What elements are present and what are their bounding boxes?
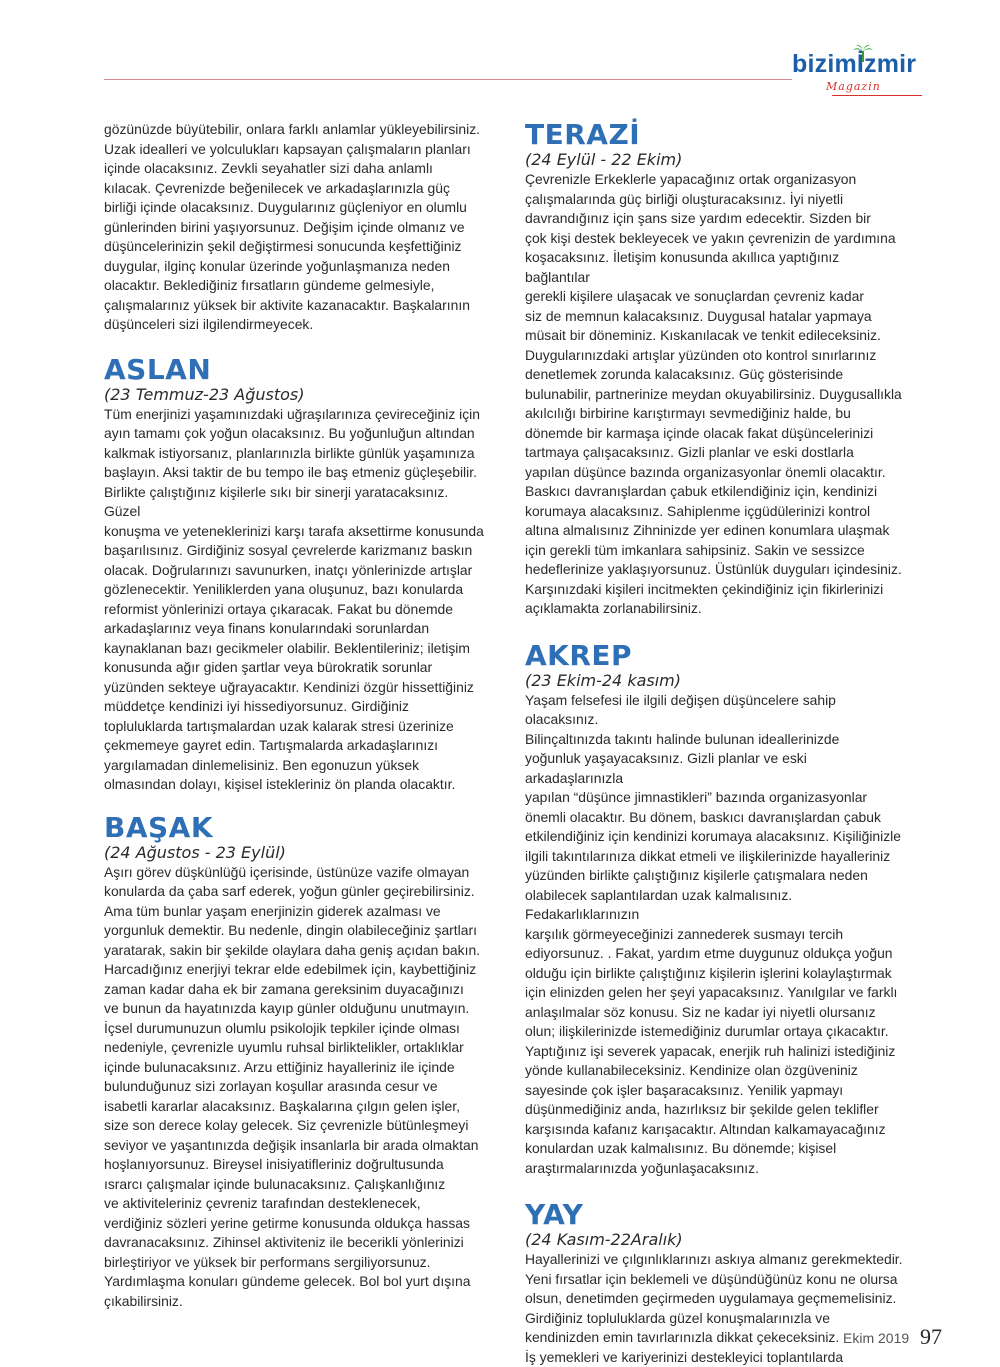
- sign-text-aslan: Tüm enerjinizi yaşamınızdaki uğraşılarınıza çevireceğiniz için ayın tamamı çok yoğun olacaksınız. Bu yoğunluğun altından kalkmak istiyorsanız, planlarınızla birlikte günlük yaşamınıza başlayın. Aksi taktir de bu tempo ile baş etmeniz güçleşebilir. Birlikte çalıştığınız kişilerle sıkı bir sinerji yaratacaksınız. Güzel konuşma ve yeteneklerinizi karşı tarafa aksettirme konusunda başarılısınız. Girdiğiniz sosyal çevrelerde karizmanız baskın olacak. Doğrularınızı savunurken, inatçı yönlerinizde artışlar gözlenecektir. Yeniliklerden yana oluşunuz, bazı konularda reformist yönlerinizi ortaya çıkaracak. Fakat bu dönemde arkadaşlarınız veya finans konularındaki sorunlardan kaynaklanan bazı gecikmeler olabilir. Beklentileriniz; iletişim konusunda ağır giden şartlar veya bürokratik sorunlar yüzünden sekteye uğrayacaktır. Kendinizi özgür hissettiğiniz müddetçe kendinizi iyi hissediyorsunuz. Girdiğiniz topluluklarda tartışmalardan uzak kalarak stresi üzerinize çekmemeye gayret edin. Tartışmalarda arkadaşlarınızı yargılamadan dinlemelisiniz. Ben egonuzun yüksek olmasından dolayı, kişisel istekleriniz ön planda olacaktır.: [104, 405, 484, 792]
- logo-underline: [832, 95, 922, 96]
- sign-title-basak: BAŞAK: [104, 810, 214, 844]
- logo-subtitle: Magazin: [826, 80, 881, 93]
- logo-text: bizimİzmir: [792, 50, 917, 78]
- page-number: 97: [920, 1324, 942, 1349]
- right-column: [525, 118, 910, 1367]
- sign-title-aslan: ASLAN: [104, 352, 212, 386]
- left-column: [104, 120, 486, 1311]
- sign-dates-basak: (24 Ağustos - 23 Eylül): [104, 842, 286, 862]
- sign-dates-aslan: (23 Temmuz-23 Ağustos): [104, 384, 305, 404]
- palm-icon: [852, 44, 874, 62]
- intro-text: gözünüzde büyütebilir, onlara farklı anlamlar yükleyebilirsiniz. Uzak idealleri ve yolculukları kapsayan çalışmaların planları içinde olacaksınız. Zevkli seyahatler sizi daha anlamlı kılacak. Çevrenizde beğenilecek ve arkadaşlarınızla güç birliği içinde olacaksınız. Duygularınız güçleniyor en olumlu günlerinden birini yaşıyorsunuz. Değişim içinde olmanız ve düşüncelerinizin şekil değiştirmesi sonucunda keşfettiğiniz duygular, ilginç konular üzerinde yoğunlaşmanıza neden olacaktır. Beklediğiniz fırsatların gündeme gelmesiyle, çalışmalarınız yüksek bir aktivite kazanacaktır. Başkalarının düşünceleri sizi ilgilendirmeyecek.: [104, 121, 481, 332]
- footer-month: Ekim 2019: [843, 1330, 910, 1346]
- bizimizmir-logo: [792, 50, 932, 100]
- sign-text-akrep: Yaşam felsefesi ile ilgili değişen düşüncelere sahip olacaksınız. Bilinçaltınızda takıntı halinde bulunan ideallerinizde yoğunluk yaşayacaksınız. Gizli planlar ve eski arkadaşlarınızla yapılan “düşünce jimnastikleri” bazında organizasyonlar önemli olacaktır. Bu dönem, baskıcı davranışlardan çabuk etkilendiğiniz için kendinizi korumaya alacaksınız. Kişiliğinizle ilgili takıntılarınıza dikkat etmeli ve ilişkilerinizde hayalleriniz yüzünden birlikte çalıştığınız kişilerle çatışmalara neden olabilecek saplantılardan uzak kalmalısınız. Fedakarlıklarınızın karşılık görmeyeceğinizi zannederek susmayı tercih ediyorsunuz. . Fakat, yardım etme duygunuz oldukça yoğun olduğu için birlikte çalıştığınız kişilerin işlerini kolaylaştırmak için elinizden gelen her şeyi yapacaksınız. Yanılgılar ve farklı anlaşılmalar söz konusu. Siz ne kadar iyi niyetli olursanız olun; ilişkilerinizde istemediğiniz durumlar ortaya çıkacaktır. Yaptığınız işi severek yapacak, enerjik ruh halinizi istediğiniz yönde kullanabileceksiniz. Kendinize olan özgüveniniz sayesinde çok işler başaracaksınız. Yenilik yapmayı düşünmediğiniz anda, hazırlıksız bir şekilde gelen teklifler karşısında kafanız karışacaktır. Altından kalkamayacağınız konulardan uzak kalmalısınız. Bu dönemde; kişisel araştırmalarınızda yoğunlaşacaksınız.: [525, 691, 901, 1176]
- sign-text-yay: Hayallerinizi ve çılgınlıklarınızı askıya almanız gerekmektedir. Yeni fırsatlar için beklemeli ve düşündüğünüz konu ne olursa olsun, denetimden geçirmeden uygulamaya geçmemelisiniz. Girdiğiniz topluluklarda güzel konuşmalarınızla ve kendinizden emin tavırlarınızla dikkat çekeceksiniz. İş yemekleri ve kariyerinizi destekleyici toplantılarda: [525, 1251, 903, 1365]
- sign-dates-akrep: (23 Ekim-24 kasım): [525, 670, 681, 690]
- sign-dates-yay: (24 Kasım-22Aralık): [525, 1230, 683, 1249]
- sign-title-terazi: TERAZİ: [525, 118, 641, 151]
- sign-dates-terazi: (24 Eylül - 22 Ekim): [525, 150, 683, 169]
- sign-text-basak: Aşırı görev düşkünlüğü içerisinde, üstünüze vazife olmayan konularda da çaba sarf ederek, yoğun günler geçirebilirsiniz. Ama tüm bunlar yaşam enerjinizin giderek azalması ve yorgunluk demektir. Bu nedenle, dingin olabileceğiniz şartları yaratarak, sakin bir şekilde olaylara daha geniş açıdan bakın. Harcadığınız enerjiyi tekrar elde edebilmek için, kaybettiğiniz zaman kadar daha ek bir zamana gereksinim duyacağınızı ve bunun da hayatınızda kayıp günler olduğunu unutmayın. İçsel durumunuzun olumlu psikolojik tepkiler içinde olması nedeniyle, çevrenizle uyumlu ruhsal birliktelikler, ortaklıklar içinde bulunacaksınız. Arzu ettiğiniz hayalleriniz ile içinde bulunduğunuz sizi zorlayan koşullar arasında cesur ve isabetli kararlar alacaksınız. Başkalarına çılgın gelen işler, size son derece kolay gelecek. Siz çevrenizle bütünleşmeyi seviyor ve yaşantınızda değişik insanlarla bir arada olmaktan hoşlanıyorsunuz. Bireysel inisiyatifleriniz doğrultusunda ısrarcı çalışmalar içinde bulunacaksınız. Çalışkanlığınız ve aktiviteleriniz çevreniz tarafından desteklenecek, verdiğiniz sözleri yerine getirme konusunda oldukça hassas davranacaksınız. Zihinsel aktiviteniz ile becerikli yönlerinizi birleştiriyor ve yüksek bir performans sergiliyorsunuz. Yardımlaşma konuları gündeme gelecek. Bol bol yurt dışına çıkabilirsiniz.: [104, 863, 481, 1309]
- sign-title-yay: YAY: [525, 1198, 584, 1231]
- sign-text-terazi: Çevrenizle Erkeklerle yapacağınız ortak organizasyon çalışmalarında güç birliği oluşturacaksınız. İyi niyetli davrandığınız için şans size yardım edecektir. Sizden bir çok kişi destek bekleyecek ve yakın çevrenizin de yardımına koşacaksınız. İletişim konusunda akıllıca yaptığınız bağlantılar gerekli kişilere ulaşacak ve sonuçlardan çevreniz kadar siz de memnun kalacaksınız. Duygusal hatalar yapmaya müsait bir döneminiz. Kıskanılacak ve tenkit edileceksiniz. Duygularınızdaki artışlar yüzünden oto kontrol sınırlarınız denetlemek zorunda kalacaksınız. Güç gösterisinde bulunabilir, partnerinize meydan okuyabilirsiniz. Duygusallıkla akılcılığı birbirine karıştırmayı sevmediğiniz halde, bu dönemde bir karmaşa içinde olacak fakat düşüncelerinizi tartmaya çalışacaksınız. Gizli planlar ve eski dostlarla yapılan düşünce bazında organizasyonlar önemli olacaktır. Baskıcı davranışlardan çabuk etkilendiğiniz için, kendinizi korumaya alacaksınız. Sahiplenme içgüdülerinizi kontrol altına almalısınız Zihninizde yer edinen konumlara ulaşmak için gerekli tüm imkanlara sahipsiniz. Sakin ve sessizce hedeflerinize yaklaşıyorsunuz. Üstünlük duyguları içindesiniz. Karşınızdaki kişileri incitmekten çekindiğiniz için fikirlerinizi açıklamakta zorlanabilirsiniz.: [525, 171, 902, 616]
- sign-title-akrep: AKREP: [525, 638, 633, 672]
- header-rule: [104, 79, 792, 80]
